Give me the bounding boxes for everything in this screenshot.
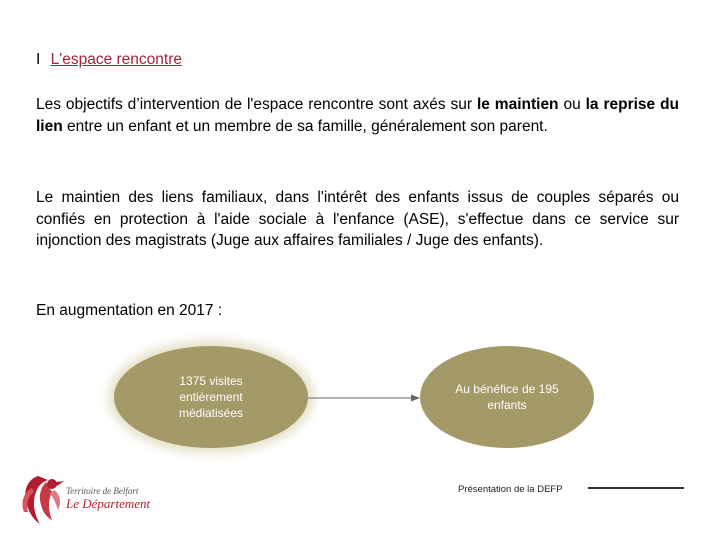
objectives-paragraph bbox=[36, 94, 679, 137]
bird-emblem-icon bbox=[22, 476, 64, 524]
visits-ellipse bbox=[114, 346, 308, 448]
section-title-link[interactable]: L'espace rencontre bbox=[50, 51, 182, 68]
logo-line-1: Territoire de Belfort bbox=[66, 486, 139, 496]
section-number: I bbox=[36, 51, 41, 68]
objectives-text-1: Les objectifs d’intervention de l'espace rencontre sont axés sur bbox=[36, 96, 477, 113]
departement-logo bbox=[18, 468, 158, 528]
footer-rule bbox=[588, 487, 684, 489]
objectives-text-3: entre un enfant et un membre de sa famille, généralement son parent. bbox=[62, 117, 548, 135]
family-links-paragraph: Le maintien des liens familiaux, dans l'intérêt des enfants issus de couples séparés ou confiés en protection à l'aide sociale à l'enfance (ASE), s'effectue dans ce service sur injonction des magistrats (Juge aux affaires familiales / Juge des enfants). bbox=[36, 189, 679, 249]
objectives-text-2: ou bbox=[558, 96, 586, 113]
children-label: Au bénéfice de 195 enfants bbox=[455, 382, 559, 412]
right-arrow-icon bbox=[308, 386, 422, 410]
increase-paragraph: En augmentation en 2017 : bbox=[36, 302, 223, 319]
footer-caption: Présentation de la DEFP bbox=[458, 484, 563, 495]
logo-line-2: Le Département bbox=[66, 496, 151, 511]
objectives-bold-reprise: la reprise du lien bbox=[36, 96, 679, 135]
objectives-bold-maintien: le maintien bbox=[476, 96, 559, 113]
visits-label: 1375 visites entièrement médiatisées bbox=[178, 374, 244, 420]
children-ellipse bbox=[420, 346, 594, 448]
section-heading bbox=[36, 51, 182, 69]
